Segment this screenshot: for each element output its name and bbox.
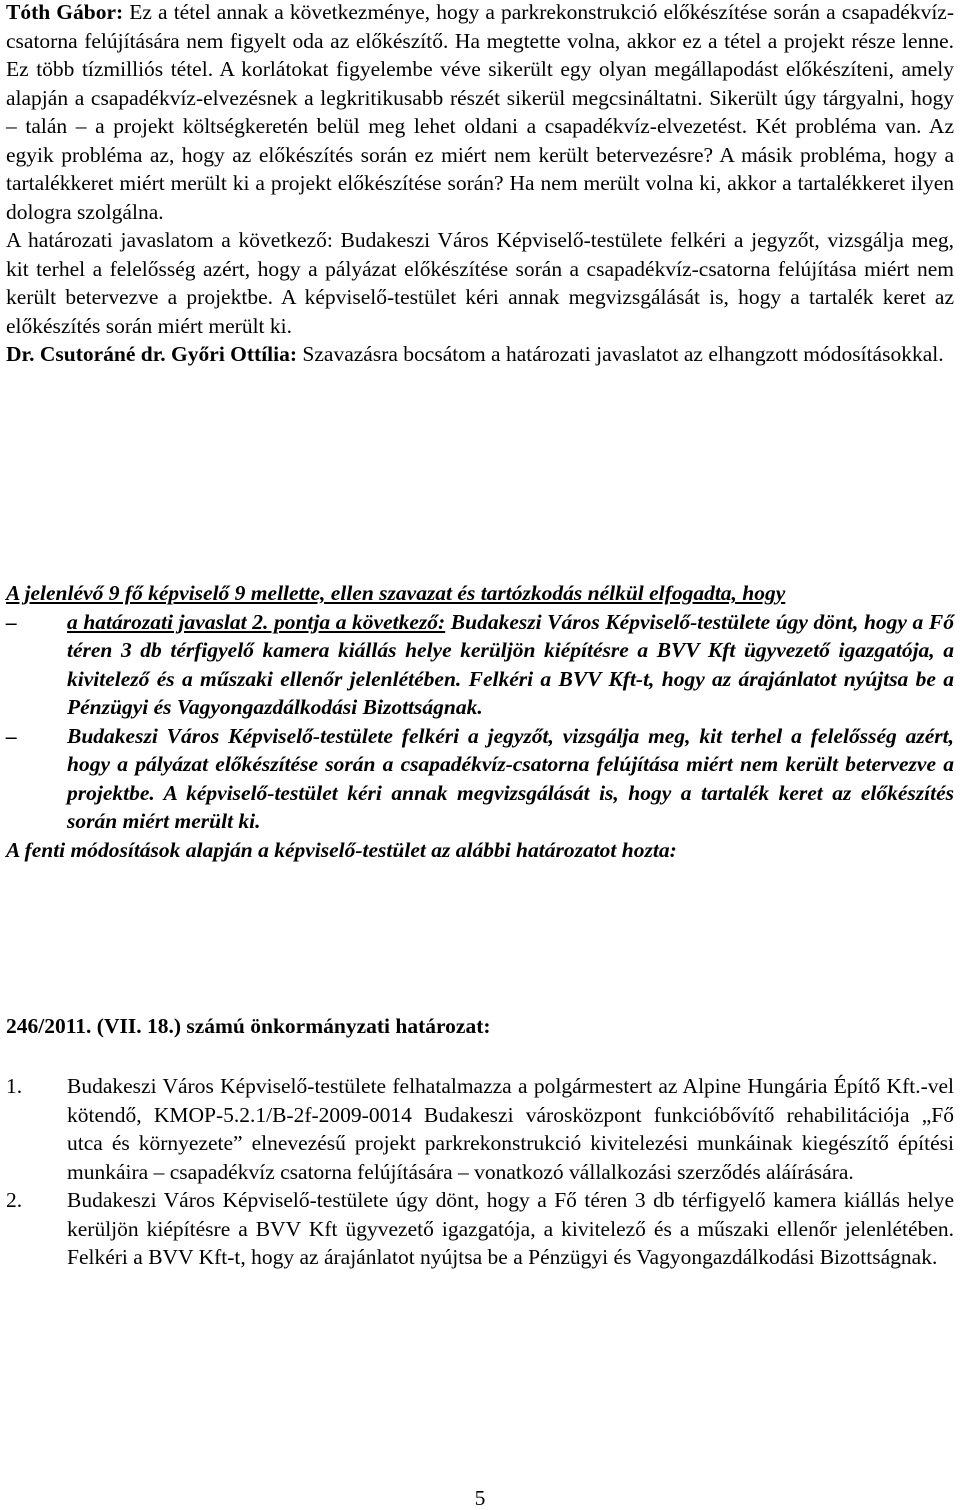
speaker-name: Dr. Csutoráné dr. Győri Ottília: xyxy=(6,342,298,366)
dash-item-underlined: a határozati javaslat 2. pontja a következő: xyxy=(67,609,446,634)
vote-closing-line: A fenti módosítások alapján a képviselő-testület az alábbi határozatot hozta: xyxy=(6,837,677,862)
dash-item-text: Budakeszi Város Képviselő-testülete úgy dönt, hogy a Fő téren 3 db térfigyelő kamera kiállás helye kerüljön kiépítésre a BVV Kft ügyvezető igazgatója, a kivitelező és a műszaki ellenőr jelenlétében. Felkéri a BVV Kft-t, hogy az árajánlatot nyújtsa be a Pénzügyi és Vagyongazdálkodási Bizottságnak. xyxy=(67,609,954,719)
resolution-item-2 xyxy=(6,1186,954,1272)
item-text: Budakeszi Város Képviselő-testülete úgy dönt, hogy a Fő téren 3 db térfigyelő kamera kiállás helye kerüljön kiépítésre a BVV Kft ügyvezető igazgatója, a kivitelező és a műszaki ellenőr jelenlétében. Felkéri a BVV Kft-t, hogy az árajánlatot nyújtsa be a Pénzügyi és Vagyongazdálkodási Bizottságnak. xyxy=(67,1188,954,1269)
resolution-proposal-paragraph xyxy=(6,226,954,340)
speech-text: Szavazásra bocsátom a határozati javaslatot az elhangzott módosításokkal. xyxy=(297,342,944,366)
resolution-list xyxy=(6,1072,954,1272)
item-text: Budakeszi Város Képviselő-testülete felhatalmazza a polgármestert az Alpine Hungária Építő Kft.-vel kötendő, KMOP-5.2.1/B-2f-2009-0014 Budakeszi városközpont funkcióbővítő rehabilitációja „Fő utca és környezete” elnevezésű projekt parkrekonstrukció kivitelezési munkáinak kiegészítő építési munkáira – csapadékvíz csatorna felújítására – vonatkozó vállalkozási szerződés aláírására. xyxy=(67,1074,954,1184)
page-number: 5 xyxy=(474,1486,486,1510)
dash-item-text: Budakeszi Város Képviselő-testülete felkéri a jegyzőt, vizsgálja meg, kit terhel a felelősség azért, hogy a pályázat előkészítése során a csapadékvíz-csatorna felújítása miért nem került betervezve a projektbe. A képviselő-testület kéri annak megvizsgálását is, hogy a tartalék keret az előkészítés során miért merült ki. xyxy=(67,723,954,833)
resolution-item-1 xyxy=(6,1072,954,1186)
speech-chair xyxy=(6,340,954,369)
speech-toth-gabor xyxy=(6,0,954,226)
resolution-title: 246/2011. (VII. 18.) számú önkormányzati határozat: xyxy=(6,1014,491,1038)
vote-dash-item-1 xyxy=(6,608,954,722)
minutes-text-upper xyxy=(6,0,954,369)
proposal-text: A határozati javaslatom a következő: Budakeszi Város Képviselő-testülete felkéri a jegyzőt, vizsgálja meg, kit terhel a felelősség azért, hogy a pályázat előkészítése során a csapadékvíz-csatorna felújítása miért nem került betervezve a projektbe. A képviselő-testület kéri annak megvizsgálását is, hogy a tartalék keret az előkészítés során miért merült ki. xyxy=(6,228,954,338)
speech-text: Ez a tétel annak a következménye, hogy a parkrekonstrukció előkészítése során a csapadékvíz-csatorna felújítására nem figyelt oda az előkészítő. Ha megtette volna, akkor ez a tétel a projekt része lenne. Ez több tízmilliós tétel. A korlátokat figyelembe véve sikerült egy olyan megállapodást előkészíteni, amely alapján a csapadékvíz-elvezésnek a legkritikusabb részét sikerül megcsináltatni. Sikerült úgy tárgyalni, hogy – talán – a projekt költségkeretén belül meg lehet oldani a csapadékvíz-elvezetést. Két probléma van. Az egyik probléma az, hogy az előkészítés során ez miért nem került betervezésre? A másik probléma, hogy a tartalékkeret miért merült ki a projekt előkészítése során? Ha nem merült volna ki, akkor a tartalékkeret ilyen dologra szolgálna. xyxy=(6,0,954,224)
vote-dash-item-2 xyxy=(6,722,954,836)
dash-marker: – xyxy=(6,723,17,748)
speaker-name: Tóth Gábor: xyxy=(6,0,124,24)
dash-marker: – xyxy=(6,609,17,634)
item-number: 2. xyxy=(6,1188,23,1212)
item-number: 1. xyxy=(6,1074,23,1098)
resolution-section xyxy=(6,1012,954,1041)
vote-section xyxy=(6,579,954,864)
vote-result-lead: A jelenlévő 9 fő képviselő 9 mellette, ellen szavazat és tartózkodás nélkül elfogadta, hogy xyxy=(6,581,786,605)
